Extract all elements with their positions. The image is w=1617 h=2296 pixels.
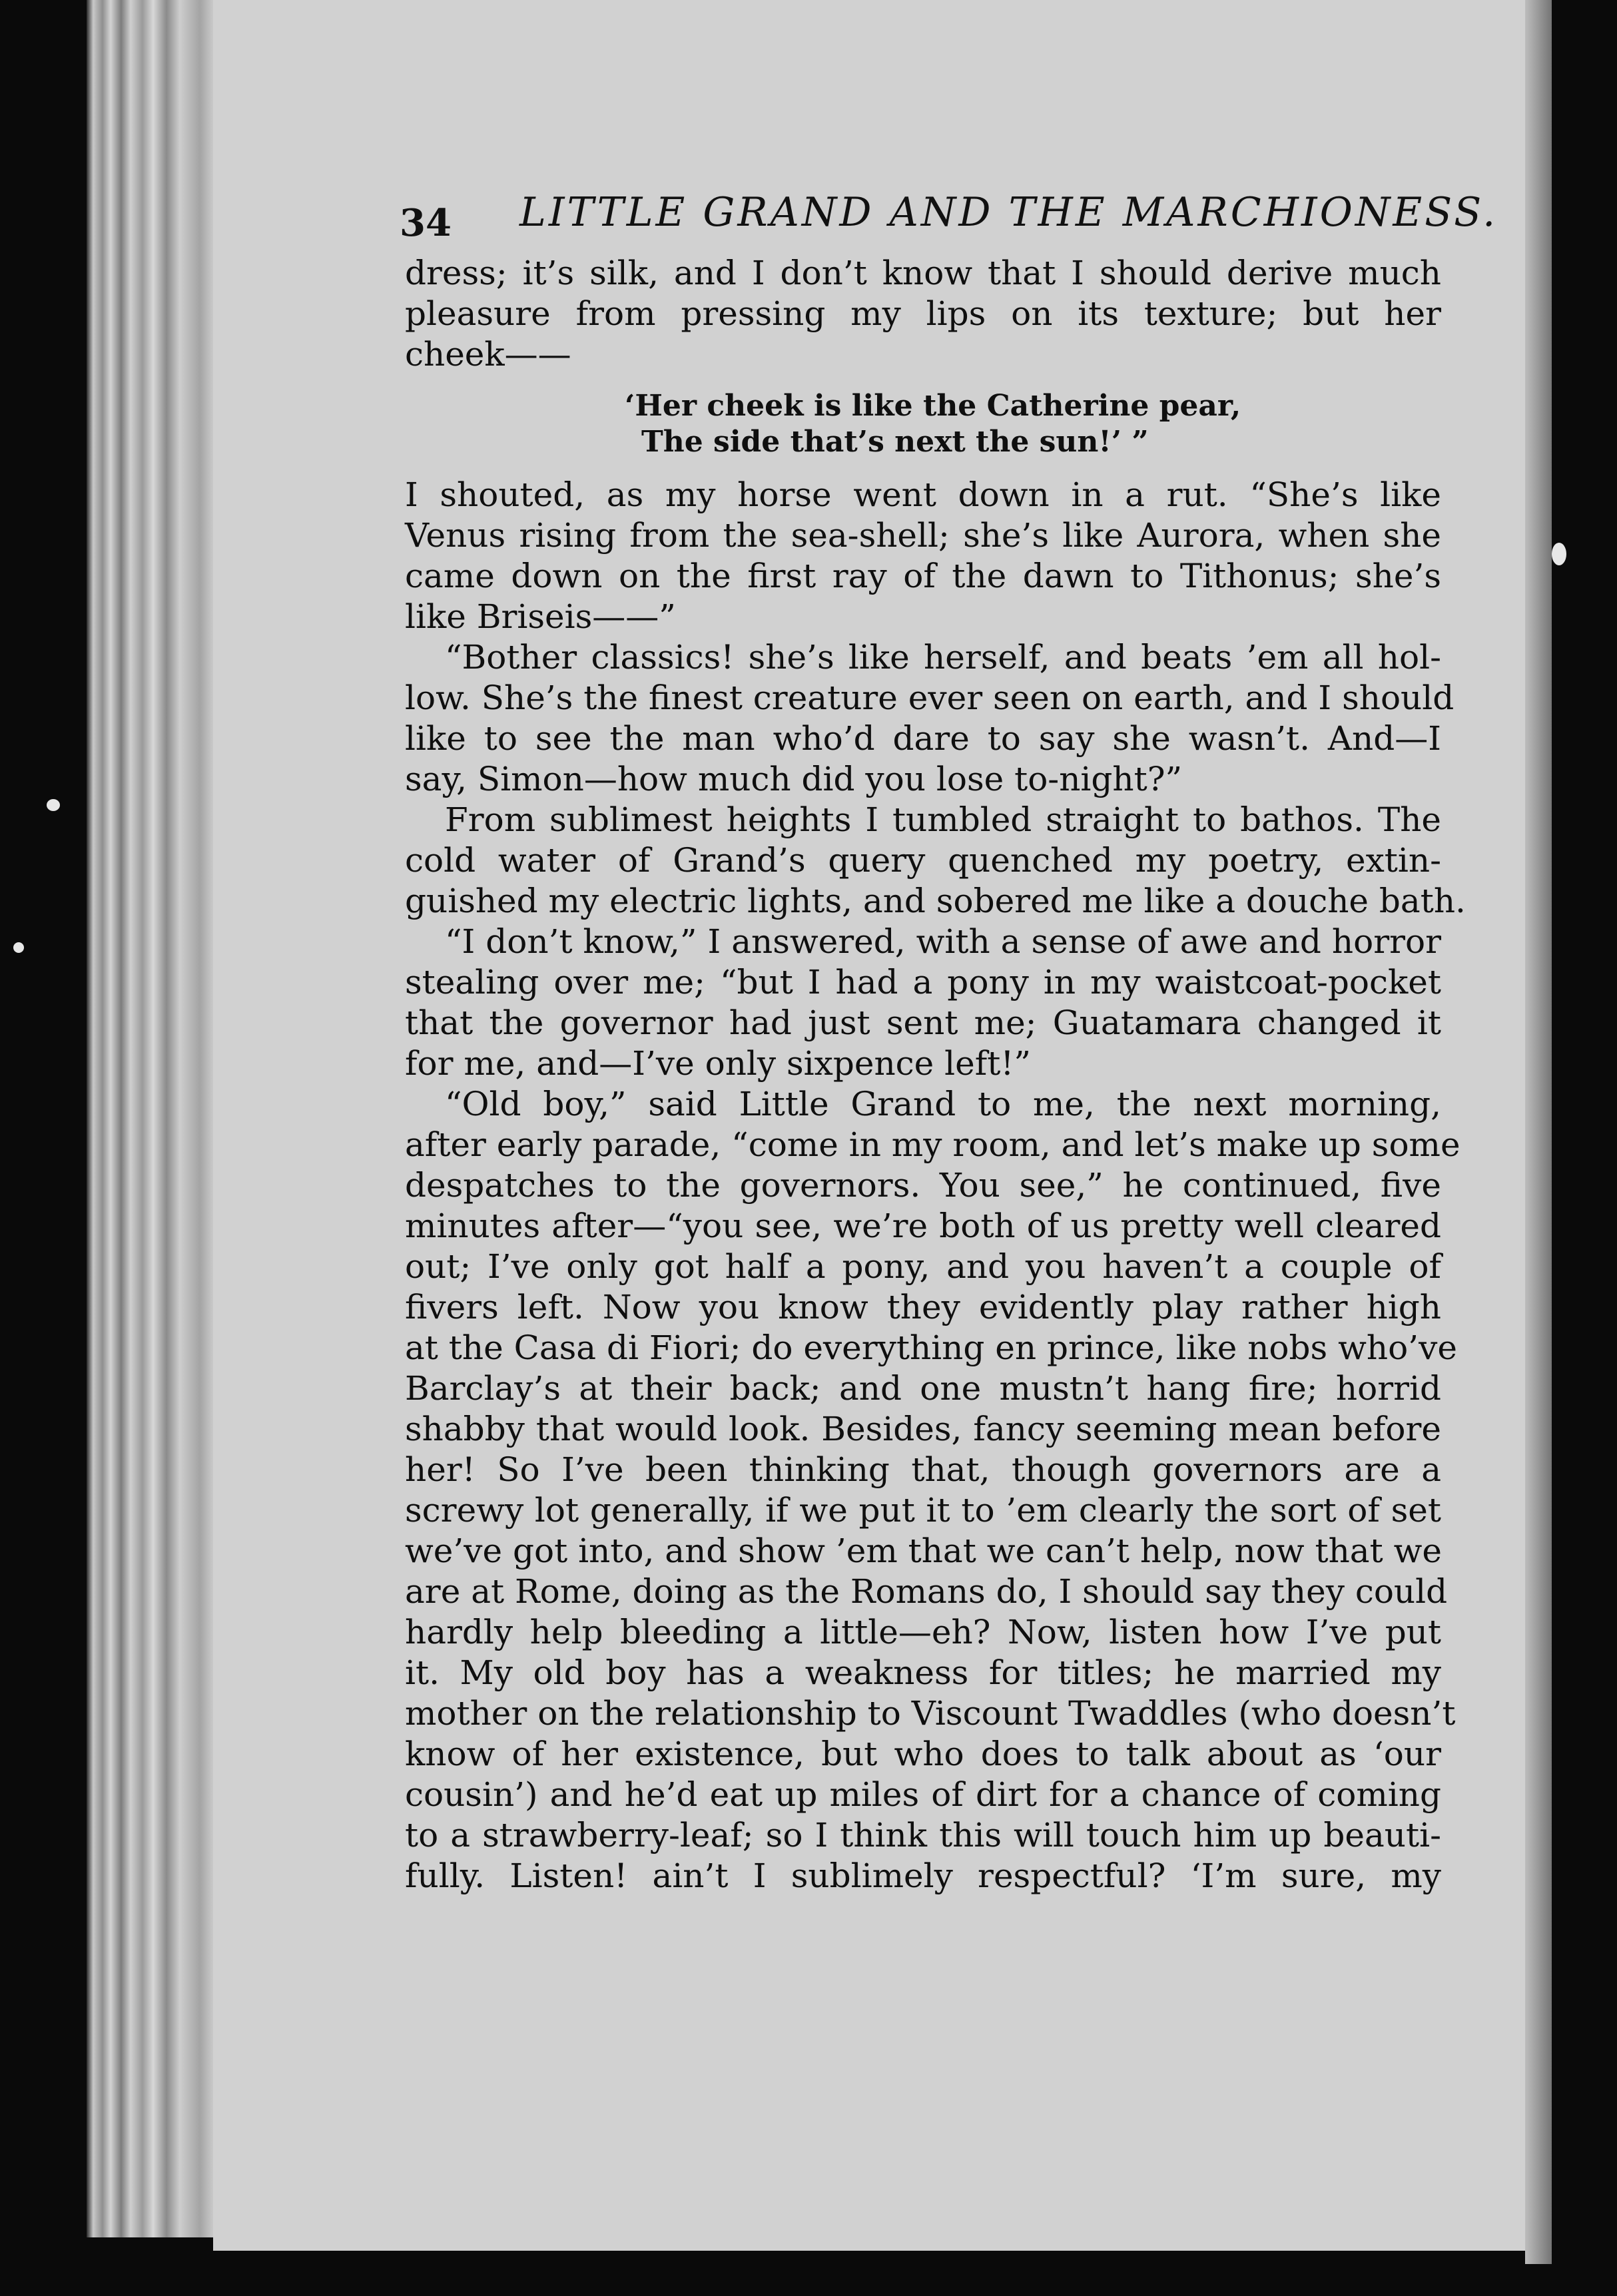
text-line: cousin’) and he’d eat up miles of dirt for a chance of coming bbox=[405, 1775, 1441, 1814]
text-line: fivers left. Now you know they evidently play rather high bbox=[405, 1288, 1441, 1326]
verse-line: ‘Her cheek is like the Catherine pear, bbox=[625, 389, 1241, 423]
text-line: minutes after—“you see, we’re both of us pretty well cleared bbox=[405, 1207, 1441, 1245]
text-line: low. She’s the finest creature ever seen on earth, and I should bbox=[405, 679, 1455, 717]
page-number: 34 bbox=[400, 201, 452, 245]
text-line: came down on the first ray of the dawn to Tithonus; she’s bbox=[405, 557, 1441, 595]
text-line: know of her existence, but who does to talk about as ‘our bbox=[405, 1735, 1441, 1773]
text-line: that the governor had just sent me; Guatamara changed it bbox=[405, 1004, 1441, 1042]
text-line: fully. Listen! ain’t I sublimely respectful? ‘I’m sure, my bbox=[405, 1857, 1441, 1895]
running-title: LITTLE GRAND AND THE MARCHIONESS. bbox=[519, 189, 1498, 236]
dust-speck bbox=[47, 799, 60, 811]
dust-speck bbox=[13, 942, 24, 953]
text-line: her! So I’ve been thinking that, though governors are a bbox=[405, 1450, 1441, 1489]
text-line: screwy lot generally, if we put it to ’em clearly the sort of set bbox=[405, 1491, 1441, 1530]
text-line: say, Simon—how much did you lose to-night?” bbox=[405, 760, 1183, 798]
dust-speck bbox=[1552, 543, 1566, 565]
text-line: after early parade, “come in my room, and let’s make up some bbox=[405, 1125, 1460, 1164]
text-line: hardly help bleeding a little—eh? Now, listen how I’ve put bbox=[405, 1613, 1441, 1651]
text-line: stealing over me; “but I had a pony in my waistcoat-pocket bbox=[405, 963, 1441, 1002]
text-line: out; I’ve only got half a pony, and you haven’t a couple of bbox=[405, 1247, 1441, 1286]
text-line: “Old boy,” said Little Grand to me, the next morning, bbox=[445, 1085, 1441, 1123]
text-line: like Briseis——” bbox=[405, 597, 676, 636]
text-line: pleasure from pressing my lips on its texture; but her bbox=[405, 294, 1441, 333]
text-line: shabby that would look. Besides, fancy seeming mean before bbox=[405, 1410, 1441, 1448]
text-line: at the Casa di Fiori; do everything en prince, like nobs who’ve bbox=[405, 1328, 1457, 1367]
text-line: it. My old boy has a weakness for titles; he married my bbox=[405, 1653, 1441, 1692]
page-body bbox=[405, 253, 1466, 1896]
text-line: we’ve got into, and show ’em that we can’t help, now that we bbox=[405, 1532, 1442, 1570]
text-line: Barclay’s at their back; and one mustn’t hang fire; horrid bbox=[405, 1369, 1441, 1408]
text-line: for me, and—I’ve only sixpence left!” bbox=[405, 1044, 1031, 1083]
scan-border bbox=[1552, 0, 1617, 2296]
text-line: I shouted, as my horse went down in a rut. “She’s like bbox=[405, 475, 1441, 514]
verse-line: The side that’s next the sun!’ ” bbox=[641, 425, 1149, 459]
text-line: dress; it’s silk, and I don’t know that I should derive much bbox=[405, 254, 1441, 292]
text-line: Venus rising from the sea-shell; she’s like Aurora, when she bbox=[405, 516, 1441, 555]
running-header bbox=[400, 189, 1498, 245]
text-line: guished my electric lights, and sobered me like a douche bath. bbox=[405, 882, 1466, 920]
text-line: are at Rome, doing as the Romans do, I should say they could bbox=[405, 1572, 1448, 1611]
text-line: “Bother classics! she’s like herself, and beats ’em all hol- bbox=[445, 638, 1441, 677]
text-line: like to see the man who’d dare to say she wasn’t. And—I bbox=[405, 719, 1441, 758]
text-line: From sublimest heights I tumbled straight to bathos. The bbox=[445, 800, 1441, 839]
text-line: despatches to the governors. You see,” he continued, five bbox=[405, 1166, 1441, 1205]
text-line: mother on the relationship to Viscount Twaddles (who doesn’t bbox=[405, 1694, 1456, 1733]
text-line: cheek—— bbox=[405, 335, 571, 374]
text-line: to a strawberry-leaf; so I think this will touch him up beauti- bbox=[405, 1816, 1441, 1855]
text-line: cold water of Grand’s query quenched my poetry, extin- bbox=[405, 841, 1441, 880]
text-line: “I don’t know,” I answered, with a sense of awe and horror bbox=[445, 922, 1441, 961]
